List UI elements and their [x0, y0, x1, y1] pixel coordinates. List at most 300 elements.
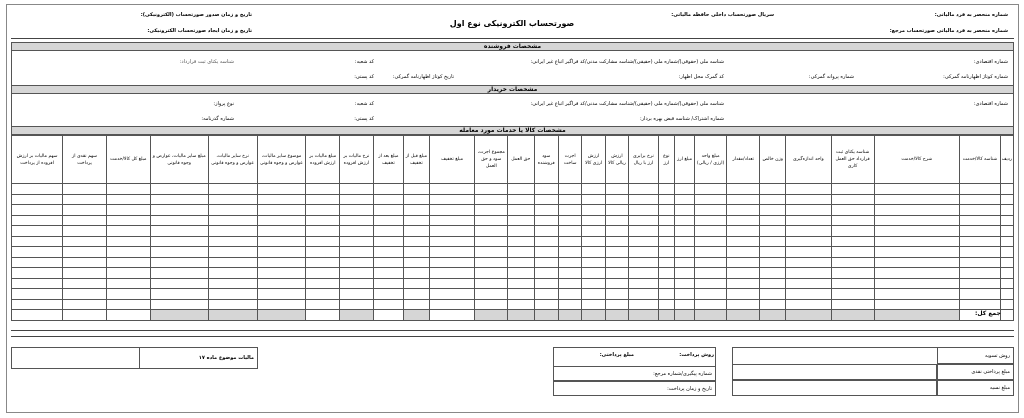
table-cell: [429, 205, 475, 216]
col-item-id: شناسه کالا/خدمت: [960, 136, 1001, 184]
table-cell: [726, 247, 760, 258]
table-cell: [785, 194, 831, 205]
sum-cell: [429, 310, 475, 321]
table-cell: [874, 205, 960, 216]
seller-customs-code-label: شماره کوتاژ اظهارنامه گمرکی:: [943, 74, 1008, 80]
table-cell: [106, 205, 150, 216]
col-discount: مبلغ تخفیف: [429, 136, 475, 184]
table-cell: [760, 205, 785, 216]
table-cell: [658, 194, 674, 205]
table-cell: [605, 299, 628, 310]
table-cell: [674, 268, 694, 279]
table-cell: [404, 236, 429, 247]
table-row: [12, 247, 1014, 258]
table-cell: [960, 247, 1001, 258]
seller-license-label: شماره پروانه گمرکی:: [808, 74, 854, 80]
table-cell: [534, 247, 558, 258]
table-cell: [257, 236, 306, 247]
col-quantity: تعداد/مقدار: [726, 136, 760, 184]
table-cell: [1000, 299, 1013, 310]
table-cell: [1000, 226, 1013, 237]
table-cell: [306, 299, 340, 310]
table-cell: [373, 236, 404, 247]
table-cell: [785, 247, 831, 258]
table-cell: [785, 289, 831, 300]
table-cell: [874, 257, 960, 268]
table-cell: [605, 184, 628, 195]
table-cell: [150, 247, 208, 258]
table-cell: [257, 268, 306, 279]
table-cell: [306, 205, 340, 216]
table-cell: [429, 278, 475, 289]
table-cell: [150, 257, 208, 268]
table-cell: [404, 247, 429, 258]
table-row: [12, 205, 1014, 216]
col-total-fees: مجموع اجرت، سود و حق العمل: [475, 136, 508, 184]
table-cell: [12, 236, 63, 247]
credit-label: مبلغ نسیه: [937, 380, 1014, 396]
table-cell: [508, 247, 534, 258]
table-cell: [558, 194, 581, 205]
table-cell: [874, 289, 960, 300]
table-cell: [150, 226, 208, 237]
sum-cell: [695, 310, 727, 321]
col-unit-price: مبلغ واحد (ارزی / ریالی): [695, 136, 727, 184]
table-cell: [475, 194, 508, 205]
buyer-passport-label: شماره گذرنامه:: [201, 116, 234, 122]
table-cell: [874, 268, 960, 279]
table-cell: [760, 184, 785, 195]
table-cell: [257, 205, 306, 216]
table-cell: [785, 268, 831, 279]
invoice-number-label: شماره منحصر به فرد مالیاتی:: [934, 12, 1008, 18]
table-cell: [605, 236, 628, 247]
table-cell: [12, 289, 63, 300]
table-cell: [831, 268, 874, 279]
issue-date-label: تاریخ و زمان صدور صورتحساب (الکترونیکی):: [140, 12, 252, 18]
table-cell: [63, 205, 107, 216]
table-cell: [340, 289, 374, 300]
table-cell: [674, 257, 694, 268]
table-cell: [726, 215, 760, 226]
table-cell: [695, 268, 727, 279]
table-cell: [475, 268, 508, 279]
table-cell: [63, 247, 107, 258]
table-cell: [373, 247, 404, 258]
table-cell: [429, 226, 475, 237]
table-cell: [874, 194, 960, 205]
table-cell: [605, 205, 628, 216]
table-cell: [674, 236, 694, 247]
table-cell: [960, 215, 1001, 226]
payment-date-label: تاریخ و زمان پرداخت:: [553, 381, 716, 396]
table-row: [12, 194, 1014, 205]
sum-label: جمع کل:: [975, 310, 1001, 317]
table-cell: [150, 289, 208, 300]
table-cell: [306, 289, 340, 300]
buyer-section: [11, 94, 1014, 126]
table-cell: [726, 236, 760, 247]
table-cell: [475, 278, 508, 289]
table-cell: [658, 215, 674, 226]
table-cell: [534, 205, 558, 216]
table-cell: [605, 215, 628, 226]
table-cell: [874, 215, 960, 226]
table-cell: [534, 278, 558, 289]
table-cell: [605, 226, 628, 237]
table-cell: [658, 289, 674, 300]
table-cell: [404, 184, 429, 195]
col-making-fee: اجرت ساخت: [558, 136, 581, 184]
table-cell: [674, 289, 694, 300]
table-cell: [106, 299, 150, 310]
sum-cell: [582, 310, 605, 321]
table-cell: [340, 226, 374, 237]
table-cell: [726, 184, 760, 195]
table-cell: [760, 226, 785, 237]
col-vat-rate: نرخ مالیات بر ارزش افزوده: [340, 136, 374, 184]
seller-cotage-date-label: تاریخ کوتاژ اظهارنامه گمرکی:: [392, 74, 454, 80]
table-cell: [1000, 268, 1013, 279]
table-cell: [658, 268, 674, 279]
sum-cell: [674, 310, 694, 321]
table-cell: [534, 257, 558, 268]
table-cell: [582, 194, 605, 205]
table-cell: [404, 194, 429, 205]
table-cell: [106, 194, 150, 205]
table-cell: [785, 278, 831, 289]
table-cell: [1000, 215, 1013, 226]
table-cell: [658, 205, 674, 216]
table-cell: [695, 236, 727, 247]
table-row: [12, 226, 1014, 237]
table-cell: [150, 278, 208, 289]
table-cell: [960, 299, 1001, 310]
table-cell: [508, 289, 534, 300]
table-cell: [960, 278, 1001, 289]
table-cell: [726, 299, 760, 310]
table-cell: [508, 299, 534, 310]
items-table: [11, 135, 1014, 321]
table-cell: [508, 236, 534, 247]
table-cell: [760, 194, 785, 205]
sum-cell: [306, 310, 340, 321]
table-cell: [508, 268, 534, 279]
col-commission: حق العمل: [508, 136, 534, 184]
serial-label: سریال صورتحساب داخلی حافظه مالیاتی:: [671, 12, 774, 18]
table-cell: [429, 268, 475, 279]
table-cell: [582, 215, 605, 226]
table-cell: [960, 236, 1001, 247]
table-cell: [582, 289, 605, 300]
table-cell: [475, 184, 508, 195]
table-cell: [785, 215, 831, 226]
table-cell: [760, 247, 785, 258]
table-cell: [605, 289, 628, 300]
table-cell: [475, 299, 508, 310]
sum-row: [12, 310, 1014, 321]
table-cell: [695, 226, 727, 237]
table-cell: [429, 236, 475, 247]
items-band: مشخصات کالا یا خدمات مورد معامله: [11, 126, 1014, 135]
sum-cell: [874, 310, 960, 321]
col-unit: واحد اندازه‌گیری: [785, 136, 831, 184]
table-row: [12, 184, 1014, 195]
table-cell: [674, 215, 694, 226]
table-cell: [874, 278, 960, 289]
sum-cell: [726, 310, 760, 321]
table-cell: [373, 278, 404, 289]
table-cell: [373, 289, 404, 300]
table-cell: [257, 194, 306, 205]
table-cell: [340, 205, 374, 216]
creation-date-label: تاریخ و زمان ایجاد صورتحساب الکترونیکی:: [147, 28, 252, 34]
table-cell: [674, 299, 694, 310]
table-cell: [658, 226, 674, 237]
seller-section: [11, 51, 1014, 85]
table-cell: [558, 247, 581, 258]
table-cell: [582, 268, 605, 279]
col-other-tax-subject: موضوع سایر مالیات، عوارض و وجوه قانونی: [257, 136, 306, 184]
table-cell: [1000, 205, 1013, 216]
col-before-discount: مبلغ قبل از تخفیف: [404, 136, 429, 184]
table-cell: [658, 184, 674, 195]
table-cell: [960, 268, 1001, 279]
table-cell: [429, 247, 475, 258]
table-cell: [1000, 289, 1013, 300]
table-cell: [306, 247, 340, 258]
table-cell: [695, 299, 727, 310]
table-cell: [831, 278, 874, 289]
seller-customs-place-label: کد گمرک محل اظهار:: [678, 74, 724, 80]
table-cell: [760, 257, 785, 268]
table-cell: [208, 268, 257, 279]
table-cell: [106, 215, 150, 226]
table-cell: [12, 268, 63, 279]
table-cell: [831, 257, 874, 268]
table-cell: [629, 289, 659, 300]
table-cell: [760, 215, 785, 226]
sum-cell: [558, 310, 581, 321]
settlement-label: روش تسویه: [937, 347, 1014, 364]
table-cell: [150, 184, 208, 195]
table-cell: [404, 268, 429, 279]
table-cell: [373, 268, 404, 279]
col-vat-share: سهم مالیات بر ارزش افزوده از پرداخت: [12, 136, 63, 184]
table-cell: [629, 226, 659, 237]
table-cell: [726, 194, 760, 205]
col-other-tax-rate: نرخ سایر مالیات، عوارض و وجوه قانونی: [208, 136, 257, 184]
table-cell: [582, 278, 605, 289]
table-cell: [208, 299, 257, 310]
table-cell: [429, 215, 475, 226]
table-cell: [534, 226, 558, 237]
table-cell: [726, 257, 760, 268]
table-cell: [582, 205, 605, 216]
table-cell: [429, 194, 475, 205]
table-cell: [340, 268, 374, 279]
table-cell: [605, 278, 628, 289]
table-cell: [404, 278, 429, 289]
table-cell: [831, 236, 874, 247]
table-cell: [629, 236, 659, 247]
table-cell: [306, 226, 340, 237]
table-cell: [695, 257, 727, 268]
table-cell: [874, 236, 960, 247]
table-cell: [12, 226, 63, 237]
table-cell: [658, 278, 674, 289]
table-cell: [674, 278, 694, 289]
table-cell: [208, 215, 257, 226]
table-cell: [340, 184, 374, 195]
table-cell: [726, 268, 760, 279]
table-cell: [629, 268, 659, 279]
table-cell: [558, 289, 581, 300]
table-cell: [726, 205, 760, 216]
table-cell: [373, 299, 404, 310]
table-cell: [785, 184, 831, 195]
table-cell: [208, 226, 257, 237]
table-cell: [150, 299, 208, 310]
table-cell: [558, 205, 581, 216]
table-cell: [306, 236, 340, 247]
table-cell: [475, 205, 508, 216]
table-cell: [534, 215, 558, 226]
sum-cell: [106, 310, 150, 321]
table-cell: [475, 247, 508, 258]
table-cell: [582, 247, 605, 258]
table-cell: [960, 289, 1001, 300]
table-cell: [960, 257, 1001, 268]
table-cell: [106, 247, 150, 258]
table-cell: [1000, 257, 1013, 268]
table-cell: [404, 289, 429, 300]
sum-cell: [508, 310, 534, 321]
table-cell: [534, 194, 558, 205]
table-cell: [760, 268, 785, 279]
table-cell: [340, 257, 374, 268]
sum-cell: [534, 310, 558, 321]
table-cell: [306, 268, 340, 279]
cash-value: [732, 364, 937, 380]
table-cell: [508, 184, 534, 195]
col-currency-amount: مبلغ ارز: [674, 136, 694, 184]
table-cell: [257, 278, 306, 289]
table-cell: [605, 268, 628, 279]
sum-cell: [150, 310, 208, 321]
table-row: [12, 299, 1014, 310]
sum-cell: [340, 310, 374, 321]
seller-postal-label: کد پستی:: [354, 74, 374, 80]
table-cell: [12, 278, 63, 289]
table-cell: [726, 226, 760, 237]
table-cell: [63, 299, 107, 310]
sum-cell: [629, 310, 659, 321]
col-exchange-rate: نرخ برابری ارز با ریال: [629, 136, 659, 184]
table-cell: [558, 299, 581, 310]
table-cell: [960, 194, 1001, 205]
table-cell: [150, 236, 208, 247]
table-cell: [340, 247, 374, 258]
table-cell: [785, 226, 831, 237]
table-cell: [208, 184, 257, 195]
seller-band: مشخصات فروشنده: [11, 42, 1014, 51]
table-cell: [306, 215, 340, 226]
table-cell: [373, 194, 404, 205]
sum-cell: [785, 310, 831, 321]
sum-cell: [831, 310, 874, 321]
table-cell: [508, 226, 534, 237]
table-cell: [582, 184, 605, 195]
table-cell: [582, 299, 605, 310]
table-cell: [404, 205, 429, 216]
table-cell: [726, 289, 760, 300]
table-cell: [674, 205, 694, 216]
sum-cell: [475, 310, 508, 321]
table-cell: [534, 268, 558, 279]
table-cell: [150, 205, 208, 216]
seller-branch-code-label: کد شعبه:: [354, 59, 374, 65]
table-cell: [534, 299, 558, 310]
buyer-subscription-label: شماره اشتراک/ شناسه قبض بهره بردار:: [639, 116, 724, 122]
seller-contract-id-label: شناسه یکتای ثبت قرارداد:: [179, 59, 234, 65]
seller-national-id-label: شناسه ملی (حقوقی)/شماره ملی (حقیقی)/شناسه مشارکت مدنی/کد فراگیر اتباع غیر ایرانی:: [530, 59, 724, 65]
table-cell: [373, 226, 404, 237]
table-cell: [785, 299, 831, 310]
table-cell: [429, 184, 475, 195]
col-after-discount: مبلغ بعد از تخفیف: [373, 136, 404, 184]
table-cell: [658, 247, 674, 258]
table-cell: [208, 194, 257, 205]
table-cell: [63, 184, 107, 195]
table-cell: [629, 205, 659, 216]
table-cell: [475, 226, 508, 237]
table-cell: [12, 205, 63, 216]
table-cell: [534, 236, 558, 247]
table-cell: [629, 257, 659, 268]
reference-label: شماره منحصر به فرد مالیاتی صورتحساب مرجع:: [889, 28, 1008, 34]
table-cell: [558, 278, 581, 289]
table-cell: [785, 205, 831, 216]
table-cell: [257, 299, 306, 310]
article17-label: مالیات موضوع ماده ۱۷: [139, 347, 258, 369]
table-cell: [150, 194, 208, 205]
table-cell: [63, 289, 107, 300]
table-cell: [373, 205, 404, 216]
divider: [11, 38, 1014, 39]
table-cell: [558, 257, 581, 268]
table-cell: [658, 257, 674, 268]
divider: [11, 330, 1014, 331]
table-cell: [582, 236, 605, 247]
table-cell: [695, 278, 727, 289]
sum-cell: [605, 310, 628, 321]
table-cell: [605, 257, 628, 268]
table-cell: [674, 194, 694, 205]
payment-amount-label: مبلغ پرداختی:: [599, 352, 634, 358]
table-cell: [429, 257, 475, 268]
table-cell: [558, 215, 581, 226]
table-cell: [534, 184, 558, 195]
table-cell: [404, 257, 429, 268]
table-cell: [306, 257, 340, 268]
table-cell: [257, 184, 306, 195]
table-cell: [558, 268, 581, 279]
table-cell: [558, 236, 581, 247]
table-cell: [831, 289, 874, 300]
table-cell: [695, 194, 727, 205]
table-cell: [674, 226, 694, 237]
